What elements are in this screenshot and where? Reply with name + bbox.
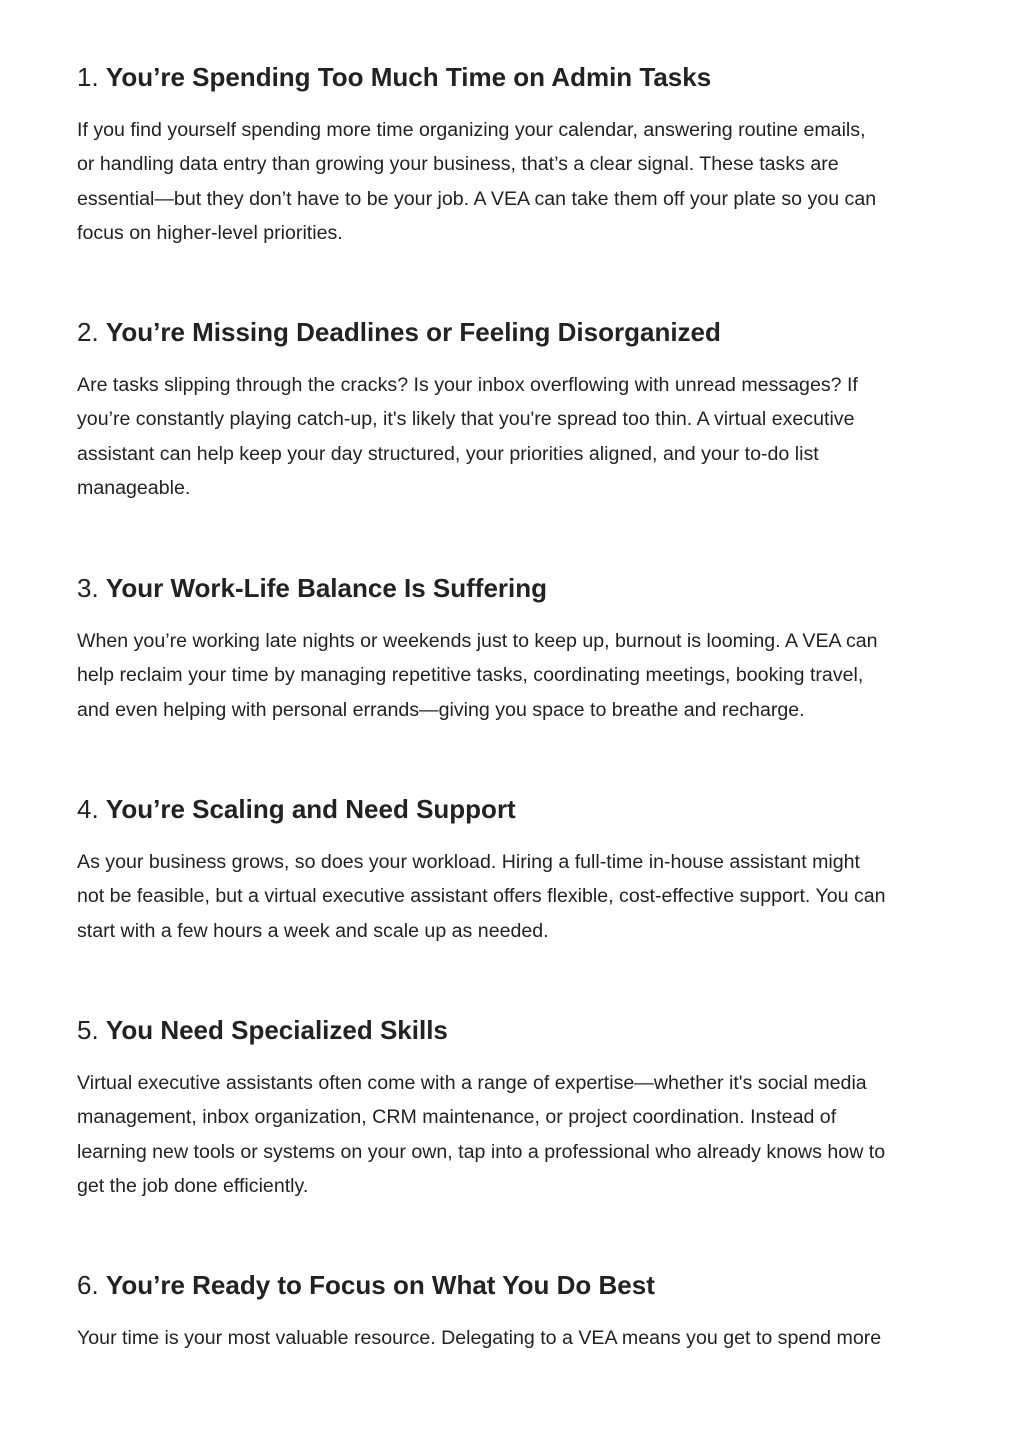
body-line: manageable. xyxy=(77,477,191,500)
body-line: Virtual executive assistants often come with a range of expertise—whether it's social media xyxy=(77,1072,867,1094)
section-body xyxy=(77,845,987,948)
body-line: you’re constantly playing catch-up, it's likely that you're spread too thin. A virtual executive xyxy=(77,408,855,431)
body-line: or handling data entry than growing your business, that’s a clear signal. These tasks are xyxy=(77,153,839,176)
section-number: 3. xyxy=(77,573,99,603)
section-body xyxy=(77,624,987,727)
section-heading xyxy=(77,571,987,605)
section-6 xyxy=(77,1268,987,1355)
body-line: learning new tools or systems on your own, tap into a professional who already knows how to xyxy=(77,1140,886,1163)
body-line: focus on higher-level priorities. xyxy=(77,222,343,245)
section-title: You’re Ready to Focus on What You Do Best xyxy=(105,1270,655,1300)
section-1 xyxy=(77,60,987,251)
body-line: and even helping with personal errands—giving you space to breathe and recharge. xyxy=(77,698,805,721)
body-line: assistant can help keep your day structured, your priorities aligned, and your to-do list xyxy=(77,442,819,465)
section-body xyxy=(77,368,987,506)
section-body xyxy=(77,1066,987,1204)
section-body xyxy=(77,113,987,251)
body-line: start with a few hours a week and scale up as needed. xyxy=(77,919,549,942)
body-line: help reclaim your time by managing repetitive tasks, coordinating meetings, booking travel, xyxy=(77,664,864,687)
section-number: 1. xyxy=(77,62,99,92)
body-line: get the job done efficiently. xyxy=(77,1175,309,1198)
section-heading xyxy=(77,60,987,94)
section-number: 2. xyxy=(77,317,99,347)
section-number: 6. xyxy=(77,1270,99,1300)
section-number: 4. xyxy=(77,794,99,824)
section-heading xyxy=(77,1268,987,1302)
section-heading xyxy=(77,792,987,826)
section-4 xyxy=(77,792,987,948)
section-title: You Need Specialized Skills xyxy=(105,1015,448,1045)
section-number: 5. xyxy=(77,1015,99,1045)
section-title: You’re Missing Deadlines or Feeling Disorganized xyxy=(105,317,721,347)
body-line: If you find yourself spending more time organizing your calendar, answering routine emails, xyxy=(77,119,866,141)
body-line: not be feasible, but a virtual executive assistant offers flexible, cost-effective support. You can xyxy=(77,885,886,908)
section-title: You’re Spending Too Much Time on Admin Tasks xyxy=(105,62,712,92)
body-line: Your time is your most valuable resource. Delegating to a VEA means you get to spend more xyxy=(77,1327,882,1349)
body-line: As your business grows, so does your workload. Hiring a full-time in-house assistant might xyxy=(77,851,861,873)
section-heading xyxy=(77,315,987,349)
section-5 xyxy=(77,1013,987,1204)
body-line: management, inbox organization, CRM maintenance, or project coordination. Instead of xyxy=(77,1106,837,1129)
section-title: Your Work-Life Balance Is Suffering xyxy=(105,573,548,603)
body-line: essential—but they don’t have to be your job. A VEA can take them off your plate so you can xyxy=(77,187,877,210)
section-3 xyxy=(77,571,987,727)
body-line: When you’re working late nights or weekends just to keep up, burnout is looming. A VEA can xyxy=(77,630,878,652)
section-title: You’re Scaling and Need Support xyxy=(105,794,516,824)
body-line: Are tasks slipping through the cracks? Is your inbox overflowing with unread messages? If xyxy=(77,374,858,396)
section-heading xyxy=(77,1013,987,1047)
section-body xyxy=(77,1321,987,1355)
section-2 xyxy=(77,315,987,506)
